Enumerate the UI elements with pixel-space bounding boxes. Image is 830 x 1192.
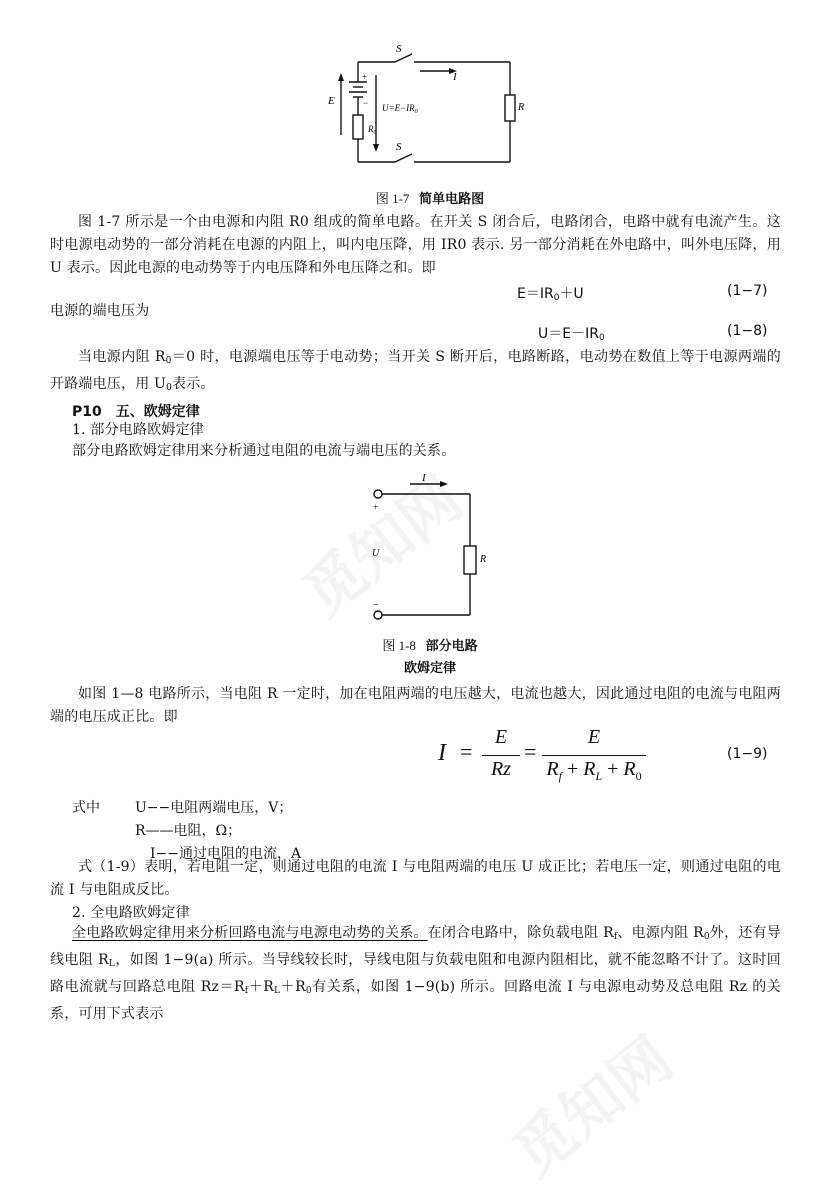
definition-item: U−−电阻两端电压，V； (135, 800, 293, 816)
paragraph-partial-law: 如图 1—8 电路所示，当电阻 R 一定时，加在电阻两端的电压越大，电流也越大，因此通过电阻的电流与电阻两端的电压成正比。即 (50, 686, 781, 725)
equation-subscript: 0 (553, 293, 560, 303)
load-resistance-label: R (518, 102, 525, 113)
subscript: L (108, 959, 116, 969)
subscript: 0 (703, 932, 710, 942)
equation-number-1-7: (1−7) (727, 283, 768, 299)
voltage-label: U (372, 548, 380, 559)
watermark-logo (493, 1014, 688, 1192)
equation-subscript: 0 (598, 333, 605, 343)
resistor-symbol: R (623, 758, 636, 780)
equals-sign: = (460, 739, 473, 764)
text-run: 表示。 (172, 376, 215, 392)
text-run: ＝0 时，电源端电压等于电动势；当开关 S 断开后，电路断路，电动势在数值上等于电源两端的开路端电压，用 U (50, 349, 781, 392)
paragraph-proportionality: 式（1-9）表明，若电阻一定，则通过电阻的电流 I 与电阻两端的电压 U 成正比；若电压一定，则通过电阻的电流 I 与电阻成反比。 (50, 859, 781, 898)
plus-label: + (373, 502, 379, 512)
subscript: f (613, 932, 618, 942)
internal-resistance-label: $R_0$ (368, 124, 377, 136)
current-arrow-head (440, 481, 448, 487)
text-run: 在闭合电路中，除负载电阻 R (427, 925, 614, 941)
text-run: ＋R (280, 979, 306, 995)
fraction-2-denominator: $R_f + R_L + R_0$ (546, 758, 642, 783)
switch-label-bottom: S (396, 141, 402, 153)
equation-1-7 (517, 283, 584, 303)
minus-label: − (373, 600, 379, 611)
fraction-1-denominator: Rz (491, 758, 511, 780)
equals-sign: = (524, 739, 537, 764)
current-label: I (453, 71, 457, 83)
underlined-definition: 全电路欧姆定律用来分析回路电流与电源电动势的关系。 (72, 925, 428, 941)
definition-item: R——电阻，Ω； (135, 823, 242, 839)
subscript: 0 (635, 769, 642, 783)
fraction-1-bar (482, 755, 520, 756)
subsection-heading-partial: 1. 部分电路欧姆定律 (72, 422, 205, 438)
text-run: 当电源内阻 R (78, 349, 166, 365)
figure-simple-circuit (320, 40, 540, 175)
caption-number: 图 1-7 (375, 191, 410, 206)
equation-text: ＋U (559, 286, 584, 302)
subscript: f (558, 769, 562, 783)
current-label: I (422, 472, 426, 484)
voltage-label: $U=E-IR_0$ (382, 103, 418, 115)
equation-text: U＝E－IR (538, 326, 599, 342)
definitions-label: 式中 (72, 800, 100, 816)
section-heading-ohms-law: P10 五、欧姆定律 (72, 404, 200, 420)
plus-label: + (362, 72, 368, 82)
subscript: 0 (166, 383, 172, 393)
definition-item: I−−通过电阻的电流，A (150, 846, 302, 862)
subscript: L (274, 986, 281, 996)
equation-lhs: I (438, 740, 446, 766)
fraction-2-numerator: E (587, 726, 601, 748)
subscript: f (244, 986, 249, 996)
resistor-symbol: R (546, 758, 559, 780)
equation-1-8 (538, 323, 605, 343)
figure-partial-circuit (360, 470, 500, 632)
figure-caption-1-8-line2 (330, 657, 530, 676)
resistor-symbol: R (583, 758, 596, 780)
text-run: ＋R (248, 979, 274, 995)
paragraph-full-circuit (50, 922, 781, 1026)
text-run: 有关系，如图 1−9(b) 所示。回路电流 I 与电源电动势及总电阻 Rz 的关系，可用下式表示 (50, 979, 781, 1022)
text-run: 外，还有导线电阻 R (50, 925, 781, 968)
text-run: 、电源内阻 R (617, 925, 704, 941)
subscript: L (595, 769, 603, 783)
resistor-label: R (480, 554, 487, 565)
minus-label: − (363, 98, 369, 108)
caption-title: 简单电路图 (419, 192, 485, 207)
subsection-text-partial: 部分电路欧姆定律用来分析通过电阻的电流与端电压的关系。 (72, 443, 456, 459)
equation-number-1-9: (1−9) (727, 746, 768, 762)
text-run: ，如图 1−9(a) 所示。当导线较长时，导线电阻与负载电阻和电源内阻相比，就不能忽略不计了。这时回路电流就与回路总电阻 Rz＝R (50, 952, 781, 995)
emf-label: E (328, 95, 335, 107)
subsection-heading-full: 2. 全电路欧姆定律 (72, 905, 190, 921)
figure-caption-1-8 (330, 635, 530, 654)
caption-number: 图 1-8 (382, 638, 416, 653)
subscript: 0 (165, 356, 172, 366)
fraction-1-numerator: E (494, 726, 508, 748)
caption-title-line2: 欧姆定律 (403, 661, 456, 676)
equation-number-1-8: (1−8) (727, 323, 768, 339)
caption-title: 部分电路 (425, 639, 478, 654)
fraction-2-bar (542, 755, 646, 756)
equation-text: E＝IR (517, 286, 554, 302)
figure-caption-1-7 (330, 188, 530, 207)
paragraph-intro: 图 1-7 所示是一个由电源和内阻 R0 组成的简单电路。在开关 S 闭合后，电路闭合，电路中就有电流产生。这时电源电动势的一部分消耗在电源的内阻上，叫内电压降，用 IR0 表示. 另一部分消耗在外电路中，叫外电压降，用 U 表示。因此电源的电动势等于内电压降和外电压降之和。即 (50, 214, 781, 276)
paragraph-open-circuit (50, 346, 781, 400)
subscript: 0 (305, 986, 312, 996)
terminal-voltage-line: 电源的端电压为 (50, 303, 150, 319)
switch-label-top: S (396, 43, 402, 55)
equation-1-9 (438, 726, 658, 786)
